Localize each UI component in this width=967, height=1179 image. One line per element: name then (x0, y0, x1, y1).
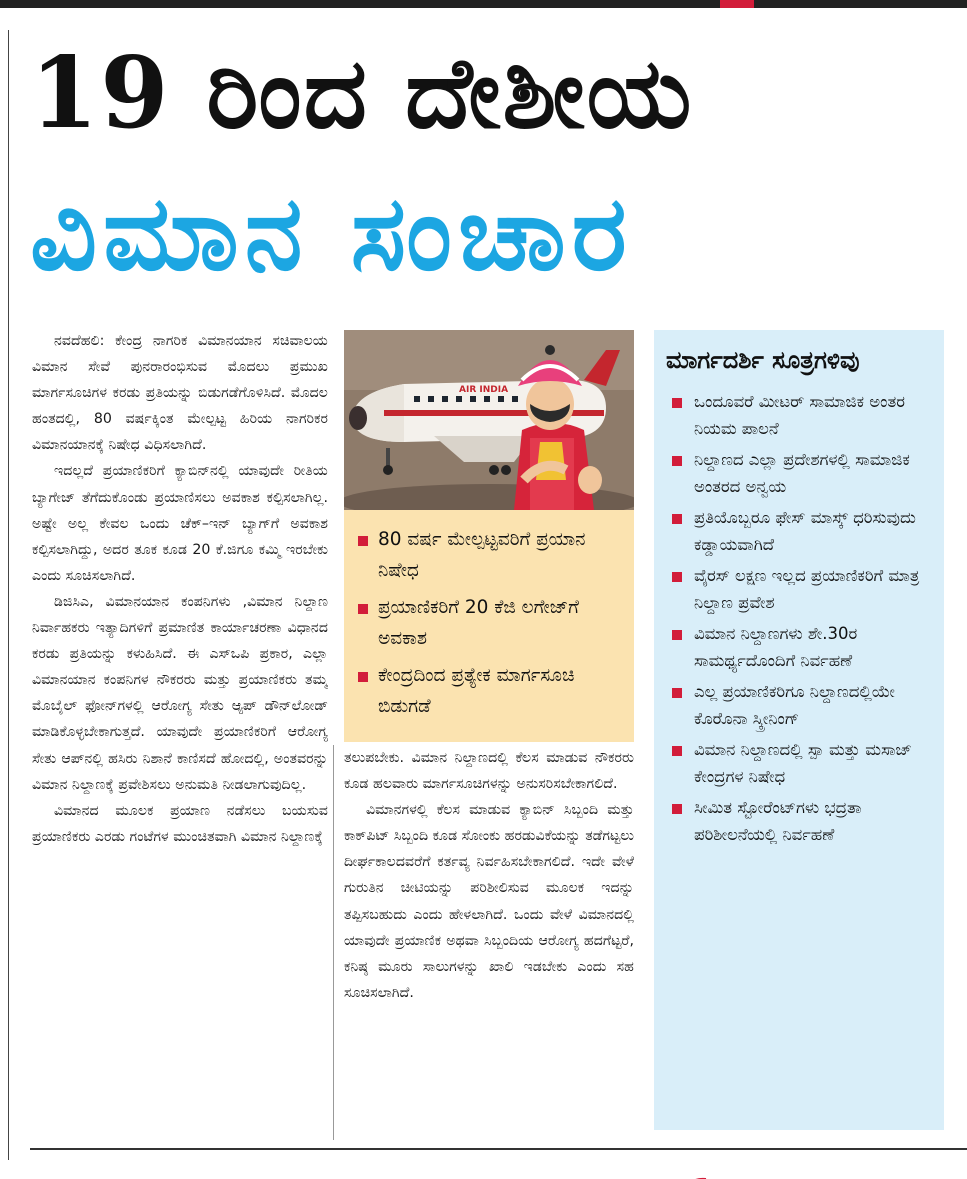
sidebar-title: ಮಾರ್ಗದರ್ಶಿ ಸೂತ್ರಗಳಿವು (666, 346, 860, 374)
column-rule (333, 745, 334, 1140)
bottom-rule (30, 1148, 967, 1150)
guideline-item (666, 736, 934, 790)
guideline-text: ವಿಮಾನ ನಿಲ್ದಾಣದಲ್ಲಿ ಸ್ಪಾ ಮತ್ತು ಮಸಾಜ್ ಕೇಂದ್ರಗಳ ನಿಷೇಧ (694, 740, 912, 786)
guideline-text: ಒಂದೂವರೆ ಮೀಟರ್ ಸಾಮಾಜಿಕ ಅಂತರ ನಿಯಮ ಪಾಲನೆ (694, 392, 905, 438)
next-headline-cropped (140, 1156, 920, 1179)
guideline-text: ವೈರಸ್ ಲಕ್ಷಣ ಇಲ್ಲದ ಪ್ರಯಾಣಿಕರಿಗೆ ಮಾತ್ರ ನಿಲ್ದಾಣ ಪ್ರವೇಶ (694, 566, 920, 612)
paragraph: ವಿಮಾನಗಳಲ್ಲಿ ಕೆಲಸ ಮಾಡುವ ಕ್ಯಾಬಿನ್ ಸಿಬ್ಬಂದಿ ಮತ್ತು ಕಾಕ್‌ಪಿಟ್ ಸಿಬ್ಬಂದಿ ಕೂಡ ಸೋಂಕು ಹರಡುವಿಕೆಯನ್ನು ತಡೆಗಟ್ಟಲು ದೀರ್ಘಕಾಲದವರೆಗೆ ಕರ್ತವ್ಯ ನಿರ್ವಹಿಸಬೇಕಾಗಲಿದೆ. ಇದೇ ವೇಳೆ ಗುರುತಿನ ಚೀಟಿಯನ್ನು ಪರಿಶೀಲಿಸುವ ಮೂಲಕ ಇದನ್ನು ತಪ್ಪಿಸಬಹುದು ಎಂದು ಹೇಳಲಾಗಿದೆ. ಒಂದು ವೇಳೆ ವಿಮಾನದಲ್ಲಿ ಯಾವುದೇ ಪ್ರಯಾಣಿಕ ಅಥವಾ ಸಿಬ್ಬಂದಿಯ ಆರೋಗ್ಯ ಹದಗೆಟ್ಟರೆ, ಕನಿಷ್ಠ ಮೂರು ಸಾಲುಗಳನ್ನು ಖಾಲಿ ಇಡಬೇಕು ಎಂದು ಸಹ ಸೂಚಿಸಲಾಗಿದೆ. (344, 802, 634, 1001)
guideline-item (666, 446, 934, 500)
plane-livery-text: AIR INDIA (459, 385, 509, 395)
highlights-box (344, 510, 634, 742)
article-column-1 (32, 328, 328, 1138)
top-border (0, 0, 967, 8)
highlight-text: ಕೇಂದ್ರದಿಂದ ಪ್ರತ್ಯೇಕ ಮಾರ್ಗಸೂಚಿ ಬಿಡುಗಡೆ (378, 665, 575, 717)
guideline-item (666, 562, 934, 616)
highlight-item (358, 592, 626, 654)
square-bullet-icon (672, 398, 682, 408)
guideline-text: ಸೀಮಿತ ಸ್ಟೋರೆಂಟ್‌ಗಳು ಭದ್ರತಾ ಪರಿಶೀಲನೆಯಲ್ಲಿ ನಿರ್ವಹಣೆ (694, 798, 862, 844)
guideline-item (666, 678, 934, 732)
guideline-item (666, 504, 934, 558)
highlight-text: ಪ್ರಯಾಣಿಕರಿಗೆ 20 ಕೆಜಿ ಲಗೇಜ್‌ಗೆ ಅವಕಾಶ (378, 597, 579, 649)
guideline-item (666, 388, 934, 442)
guideline-item (666, 794, 934, 848)
guideline-item (666, 620, 934, 674)
square-bullet-icon (672, 688, 682, 698)
paragraph: ತಲುಪಬೇಕು. ವಿಮಾನ ನಿಲ್ದಾಣದಲ್ಲಿ ಕೆಲಸ ಮಾಡುವ ನೌಕರರು ಕೂಡ ಹಲವಾರು ಮಾರ್ಗಸೂಚಿಗಳನ್ನು ಅನುಸರಿಸಬೇಕಾಗಲಿದೆ. (344, 750, 634, 793)
headline-line-1: 19 ರಿಂದ ದೇಶೀಯ (30, 36, 694, 151)
highlight-text: 80 ವರ್ಷ ಮೇಲ್ಪಟ್ಟವರಿಗೆ ಪ್ರಯಾನ ನಿಷೇಧ (378, 529, 586, 581)
square-bullet-icon (672, 630, 682, 640)
guideline-text: ನಿಲ್ದಾಣದ ಎಲ್ಲಾ ಪ್ರದೇಶಗಳಲ್ಲಿ ಸಾಮಾಜಿಕ ಅಂತರದ ಅನ್ವಯ (694, 450, 910, 496)
square-bullet-icon (672, 804, 682, 814)
guideline-text: ಪ್ರತಿಯೊಬ್ಬರೂ ಫೇಸ್ ಮಾಸ್ಕ್ ಧರಿಸುವುದು ಕಡ್ಡಾಯವಾಗಿದೆ (694, 508, 916, 554)
headline-line-2: ವಿಮಾನ ಸಂಚಾರ (30, 172, 633, 294)
paragraph: ಡಿಜಿಸಿಎ, ವಿಮಾನಯಾನ ಕಂಪನಿಗಳು ,ವಿಮಾನ ನಿಲ್ದಾಣ ನಿರ್ವಾಹಕರು ಇತ್ಯಾದಿಗಳಿಗೆ ಪ್ರಮಾಣಿತ ಕಾರ್ಯಾಚರಣಾ ವಿಧಾನದ ಕರಡು ಪ್ರತಿಯನ್ನು ಕಳುಹಿಸಿದೆ. ಈ ಎಸ್‌ಒಪಿ ಪ್ರಕಾರ, ಎಲ್ಲಾ ವಿಮಾನಯಾನ ಕಂಪನಿಗಳ ನೌಕರರು ಮತ್ತು ಪ್ರಯಾಣಿಕರು ತಮ್ಮ ಮೊಬೈಲ್ ಫೋನ್‌ಗಳಲ್ಲಿ ಆರೋಗ್ಯ ಸೇತು ಆ್ಯಪ್ ಡೌನ್‌ಲೋಡ್ ಮಾಡಿಕೊಳ್ಳಬೇಕಾಗುತ್ತದೆ. ಯಾವುದೇ ಪ್ರಯಾಣಿಕರಿಗೆ ಆರೋಗ್ಯ ಸೇತು ಆಪ್‌ನಲ್ಲಿ ಹಸಿರು ನಿಶಾನೆ ಕಾಣಿಸದೆ ಹೋದಲ್ಲಿ, ಅಂತವರನ್ನು ವಿಮಾನ ನಿಲ್ದಾಣಕ್ಕೆ ಪ್ರವೇಶಿಸಲು ಅನುಮತಿ ನೀಡಲಾಗುವುದಿಲ್ಲ. (32, 593, 328, 793)
plane-nose (349, 406, 367, 430)
paragraph: ವಿಮಾನದ ಮೂಲಕ ಪ್ರಯಾಣ ನಡೆಸಲು ಬಯಸುವ ಪ್ರಯಾಣಿಕರು ಎರಡು ಗಂಟೆಗಳ ಮುಂಚಿತವಾಗಿ ವಿಮಾನ ನಿಲ್ದಾಣಕ್ಕೆ (32, 802, 328, 845)
article-photo (344, 330, 634, 510)
highlight-item (358, 524, 626, 586)
square-bullet-icon (358, 536, 368, 546)
square-bullet-icon (358, 672, 368, 682)
paragraph: ನವದೆಹಲಿ: ಕೇಂದ್ರ ನಾಗರಿಕ ವಿಮಾನಯಾನ ಸಚಿವಾಲಯ ವಿಮಾನ ಸೇವೆ ಪುನರಾರಂಭಿಸುವ ಮೊದಲು ಪ್ರಮುಖ ಮಾರ್ಗಸೂಚಿಗಳ ಕರಡು ಪ್ರತಿಯನ್ನು ಬಿಡುಗಡೆಗೊಳಿಸಿದೆ. ಮೊದಲ ಹಂತದಲ್ಲಿ, 80 ವರ್ಷಕ್ಕಿಂತ ಮೇಲ್ಪಟ್ಟ ಹಿರಿಯ ನಾಗರಿಕರ ವಿಮಾನಯಾನಕ್ಕೆ ನಿಷೇಧ ವಿಧಿಸಲಾಗಿದೆ. (32, 333, 328, 454)
air-india-maharaja-illustration (344, 330, 634, 510)
square-bullet-icon (672, 572, 682, 582)
square-bullet-icon (672, 456, 682, 466)
guidelines-sidebar (654, 330, 944, 1130)
guideline-text: ಎಲ್ಲ ಪ್ರಯಾಣಿಕರಿಗೂ ನಿಲ್ದಾಣದಲ್ಲಿಯೇ ಕೊರೊನಾ ಸ್ಕ್ರೀನಿಂಗ್ (694, 682, 895, 728)
highlight-item (358, 660, 626, 722)
square-bullet-icon (672, 746, 682, 756)
square-bullet-icon (358, 604, 368, 614)
paragraph: ಇದಲ್ಲದೆ ಪ್ರಯಾಣಿಕರಿಗೆ ಕ್ಯಾಬಿನ್‌ನಲ್ಲಿ ಯಾವುದೇ ರೀತಿಯ ಬ್ಯಾಗೇಜ್ ತೆಗೆದುಕೊಂಡು ಪ್ರಯಾಣಿಸಲು ಅವಕಾಶ ಕಲ್ಪಿಸಲಾಗಿಲ್ಲ. ಅಷ್ಟೇ ಅಲ್ಲ ಕೇವಲ ಒಂದು ಚೆಕ್–ಇನ್ ಬ್ಯಾಗ್‌ಗೆ ಅವಕಾಶ ಕಲ್ಪಿಸಲಾಗಿದ್ದು, ಅದರ ತೂಕ ಕೂಡ 20 ಕೆ.ಜಿಗೂ ಕಮ್ಮಿ ಇರಬೇಕು ಎಂದು ಸೂಚಿಸಲಾಗಿದೆ. (32, 463, 328, 584)
square-bullet-icon (672, 514, 682, 524)
left-rule (8, 30, 9, 1160)
top-border-accent (720, 0, 754, 8)
guideline-text: ವಿಮಾನ ನಿಲ್ದಾಣಗಳು ಶೇ.30ರ ಸಾಮರ್ಥ್ಯದೊಂದಿಗೆ ನಿರ್ವಹಣೆ (694, 624, 858, 670)
article-column-2 (344, 745, 634, 1140)
